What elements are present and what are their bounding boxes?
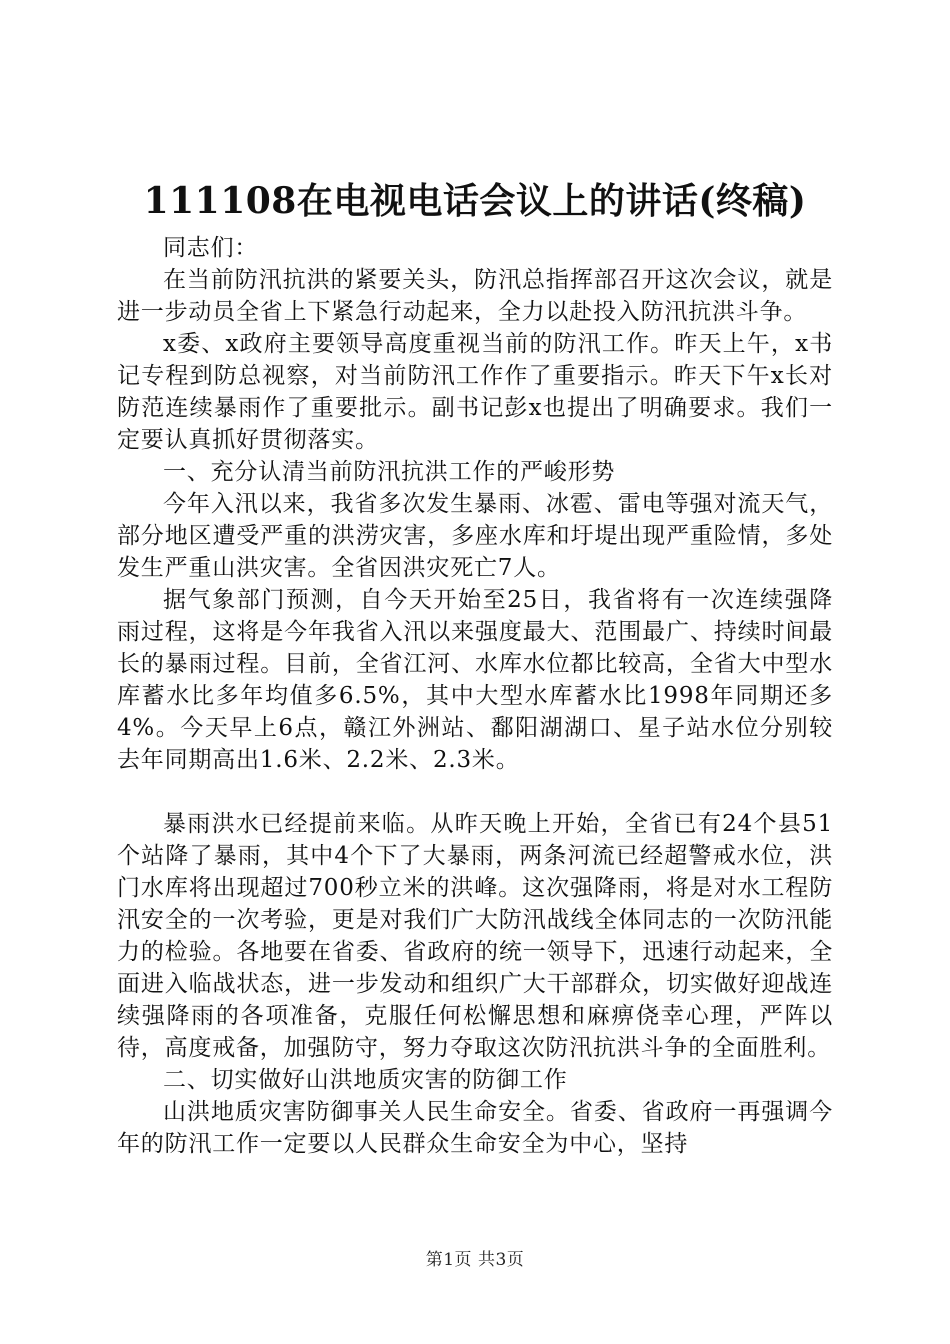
paragraph: 在当前防汛抗洪的紧要关头，防汛总指挥部召开这次会议，就是进一步动员全省上下紧急行动起来，全力以赴投入防汛抗洪斗争。 — [117, 267, 833, 325]
document-body — [117, 232, 833, 1160]
paragraph: x委、x政府主要领导高度重视当前的防汛工作。昨天上午，x书记专程到防总视察，对当前防汛工作作了重要指示。昨天下午x长对防范连续暴雨作了重要批示。副书记彭x也提出了明确要求。我们一定要认真抓好贯彻落实。 — [117, 331, 833, 453]
paragraph: 据气象部门预测，自今天开始至25日，我省将有一次连续强降雨过程，这将是今年我省入汛以来强度最大、范围最广、持续时间最长的暴雨过程。目前，全省江河、水库水位都比较高，全省大中型水库蓄水比多年均值多6.5%，其中大型水库蓄水比1998年同期还多4%。今天早上6点，赣江外洲站、鄱阳湖湖口、星子站水位分别较去年同期高出1.6米、2.2米、2.3米。 — [117, 587, 833, 773]
paragraph: 暴雨洪水已经提前来临。从昨天晚上开始，全省已有24个县51个站降了暴雨，其中4个下了大暴雨，两条河流已经超警戒水位，洪门水库将出现超过700秒立米的洪峰。这次强降雨，将是对水工程防汛安全的一次考验，更是对我们广大防汛战线全体同志的一次防汛能力的检验。各地要在省委、省政府的统一领导下，迅速行动起来，全面进入临战状态，进一步发动和组织广大干部群众，切实做好迎战连续强降雨的各项准备，克服任何松懈思想和麻痹侥幸心理，严阵以待，高度戒备，加强防守，努力夺取这次防汛抗洪斗争的全面胜利。 — [117, 811, 833, 1061]
page-number: 第1页 共3页 — [425, 1250, 525, 1270]
paragraph: 今年入汛以来，我省多次发生暴雨、冰雹、雷电等强对流天气，部分地区遭受严重的洪涝灾害，多座水库和圩堤出现严重险情，多处发生严重山洪灾害。全省因洪灾死亡7人。 — [117, 491, 833, 581]
section-heading: 二、切实做好山洪地质灾害的防御工作 — [163, 1067, 568, 1093]
document-title: 111108在电视电话会议上的讲话(终稿) — [143, 180, 807, 222]
paragraph-spacer — [117, 776, 833, 808]
section-heading: 一、充分认清当前防汛抗洪工作的严峻形势 — [163, 459, 616, 485]
greeting: 同志们： — [163, 235, 259, 261]
paragraph: 山洪地质灾害防御事关人民生命安全。省委、省政府一再强调今年的防汛工作一定要以人民群众生命安全为中心，坚持 — [117, 1099, 833, 1157]
